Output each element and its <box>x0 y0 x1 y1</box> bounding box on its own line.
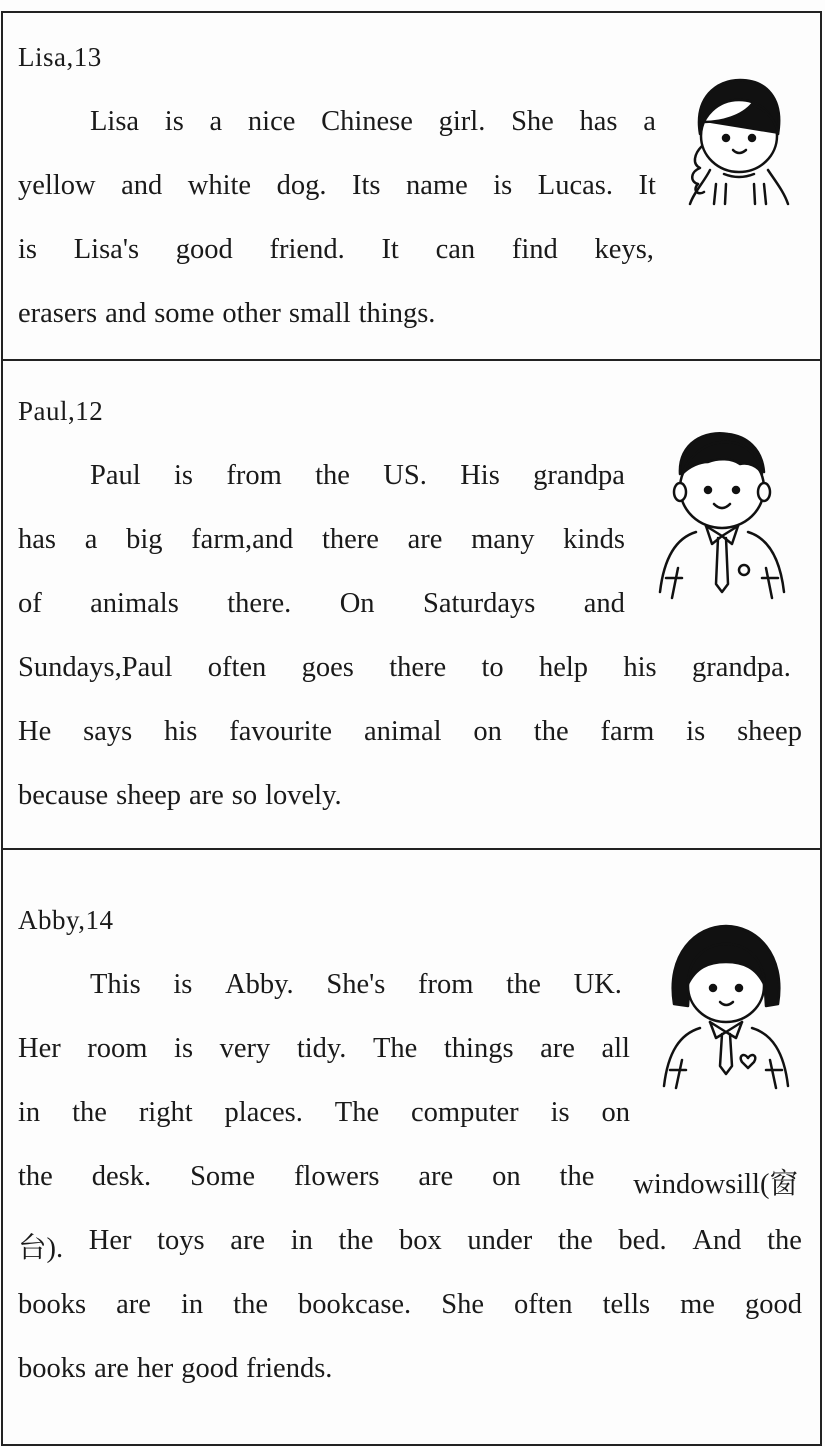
abby-text-line: Her room is very tidy. The things are all <box>18 1033 630 1064</box>
paul-text-line: because sheep are so lovely. <box>18 780 342 811</box>
abby-text-line: the desk. Some flowers are on the windowsill(窗 <box>18 1161 798 1200</box>
lisa-text-line: is Lisa's good friend. It can find keys, <box>18 234 654 265</box>
abby-text-line: books are her good friends. <box>18 1353 333 1384</box>
lisa-text-line: erasers and some other small things. <box>18 298 436 329</box>
paul-text-line: of animals there. On Saturdays and <box>18 588 625 619</box>
paul-name-age: Paul,12 <box>18 396 104 426</box>
abby-text-line: 台). Her toys are in the box under the bed. And the <box>18 1225 802 1264</box>
abby-text-line: This is Abby. She's from the UK. <box>90 969 622 1000</box>
lisa-text-line: Lisa is a nice Chinese girl. She has a <box>90 106 656 137</box>
paul-text-line: Sundays,Paul often goes there to help his grandpa. <box>18 652 791 683</box>
paul-text-line: He says his favourite animal on the farm is sheep <box>18 716 802 747</box>
girl-with-braid-icon <box>680 76 798 212</box>
section-divider <box>1 848 822 850</box>
section-divider <box>1 359 822 361</box>
lisa-text-line: yellow and white dog. Its name is Lucas. It <box>18 170 656 201</box>
abby-text-line: in the right places. The computer is on <box>18 1097 630 1128</box>
paul-text-line: Paul is from the US. His grandpa <box>90 460 625 491</box>
abby-text-line: books are in the bookcase. She often tells me good <box>18 1289 802 1320</box>
abby-name-age: Abby,14 <box>18 905 114 935</box>
lisa-name-age: Lisa,13 <box>18 42 102 72</box>
paul-text-line: has a big farm,and there are many kinds <box>18 524 625 555</box>
girl-with-bob-icon <box>660 924 792 1090</box>
boy-with-tie-icon <box>656 428 788 604</box>
